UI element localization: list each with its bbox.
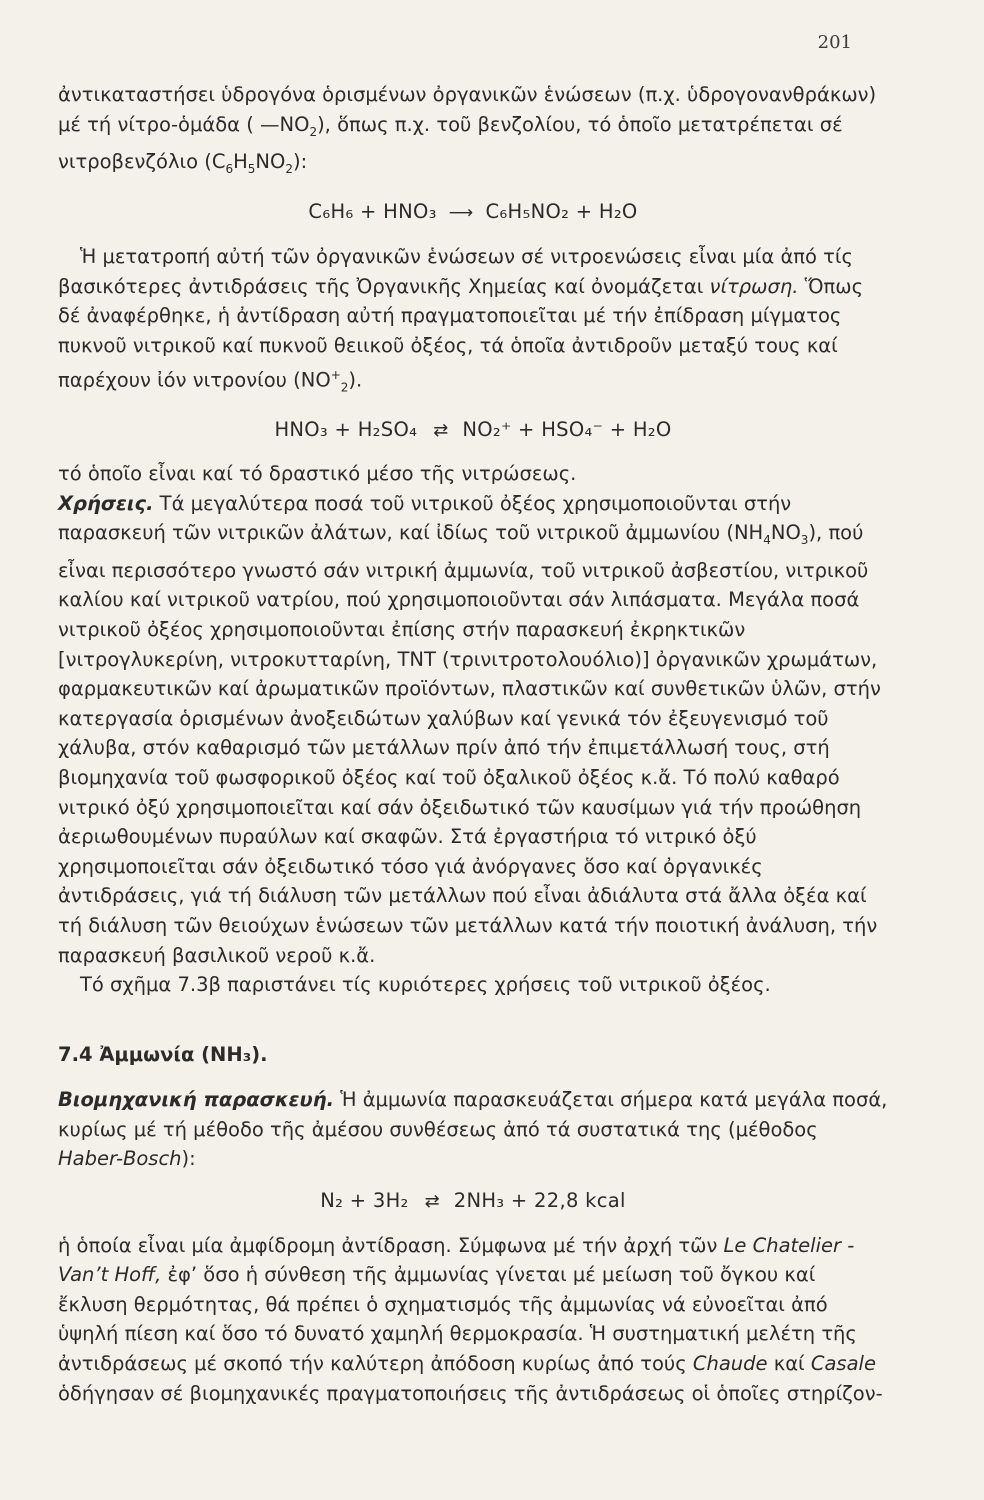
after-equation-text: τό ὁποῖο εἶναι καί τό δραστικό μέσο τῆς νιτρώσεως. bbox=[58, 462, 577, 486]
eq1-rhs: C₆H₅NO₂ + H₂O bbox=[485, 199, 638, 223]
nitration-paragraph: Ἡ μετατροπή αὐτή τῶν ὀργανικῶν ἑνώσεων σέ νιτροενώσεις εἶναι μία ἀπό τίς βασικότερες ἀντιδράσεις τῆς Ὀργανικῆς Χημείας καί ὀνομάζεται νίτρωση. Ὅπως δέ ἀναφέρθηκε, ἡ ἀντίδραση αὐτή πραγματοποιεῖται μέ τήν ἐπίδραση μίγματος πυκνοῦ νιτρικοῦ καί πυκνοῦ θειικοῦ ὀξέος, τά ὁποῖα ἀντιδροῦν μεταξύ τους καί παρέχουν ἰόν νιτρονίου $(NO^+_2)$. bbox=[58, 245, 864, 394]
uses-paragraph: Χρήσεις. Τά μεγαλύτερα ποσά τοῦ νιτρικοῦ ὀξέος χρησιμοποιοῦνται στήν παρασκευή τῶν νιτρικῶν ἀλάτων, καί ἰδίως τοῦ νιτρικοῦ ἀμμωνίου $(NH_4NO_3)$, πού εἶναι περισσότερο γνωστό σάν νιτρική ἀμμωνία, τοῦ νιτρικοῦ ἀσβεστίου, νιτρικοῦ καλίου καί νιτρικοῦ νατρίου, πού χρησιμοποιοῦνται σάν λιπάσματα. Μεγάλα ποσά νιτρικοῦ ὀξέος χρησιμοποιοῦνται ἐπίσης στήν παρασκευή ἐκρηκτικῶν [νιτρογλυκερίνη, νιτροκυτταρίνη, ΤΝΤ (τρινιτροτολουόλιο)] ὀργανικῶν χρωμάτων, φαρμακευτικῶν καί ἀρωματικῶν προϊόντων, πλαστικῶν καί συνθετικῶν ὑλῶν, στήν κατεργασία ὁρισμένων ἀνοξειδώτων χαλύβων καί γενικά τόν ἐξευγενισμό τοῦ χάλυβα, στόν καθαρισμό τῶν μετάλλων πρίν ἀπό τήν ἐπιμετάλλωσή τους, στή βιομηχανία τοῦ φωσφορικοῦ ὀξέος καί τοῦ ὀξαλικοῦ ὀξέος κ.ἄ. Τό πολύ καθαρό νιτρικό ὀξύ χρησιμοποιεῖται καί σάν ὀξειδωτικό τῶν καυσίμων γιά τήν προώθηση ἀεριωθουμένων πυραύλων καί σκαφῶν. Στά ἐργαστήρια τό νιτρικό ὀξύ χρησιμοποιεῖται σάν ὀξειδωτικό τόσο γιά ἀνόργανες ὅσο καί ὀργανικές ἀντιδράσεις, γιά τή διάλυση τῶν μετάλλων πού εἶναι ἀδιάλυτα στά ἄλλα ὀξέα καί τή διάλυση τῶν θειούχων ἑνώσεων τῶν μετάλλων κατά τήν ποιοτική ἀνάλυση, τήν παρασκευή βασιλικοῦ νεροῦ κ.ἄ. bbox=[58, 491, 881, 967]
nitration-text-b: Ὅπως δέ ἀναφέρθηκε, ἡ ἀντίδραση αὐτή πραγματοποιεῖται μέ τήν ἐπίδραση μίγματος πυκνοῦ νιτρικοῦ καί πυκνοῦ θειικοῦ ὀξέος, τά ὁποῖα ἀντιδροῦν μεταξύ τους καί παρέχουν ἰόν νιτρονίου (NO bbox=[58, 274, 864, 392]
final-text: ἡ ὁποία εἶναι μία ἀμφίδρομη ἀντίδραση. Σύμφωνα μέ τήν ἀρχή τῶν bbox=[58, 1233, 724, 1257]
final-paragraph bbox=[58, 1231, 888, 1409]
industrial-text: Ἡ ἀμμωνία παρασκευάζεται σήμερα κατά μεγάλα ποσά, κυρίως μέ τή μέθοδο τῆς ἀμέσου συνθέσεως ἀπό τά συστατικά της (μέθοδος bbox=[58, 1088, 888, 1141]
eq3-lhs: N₂ + 3H₂ bbox=[320, 1189, 409, 1213]
nitration-text: Ἡ μετατροπή αὐτή τῶν ὀργανικῶν ἑνώσεων σέ νιτροενώσεις εἶναι μία ἀπό τίς βασικότερες ἀντιδράσεις τῆς Ὀργανικῆς Χημείας καί ὀνομάζεται bbox=[58, 245, 853, 298]
intro-text-c: ): bbox=[292, 150, 308, 174]
eq2-lhs: HNO₃ + H₂SO₄ bbox=[274, 417, 418, 441]
eq3-arrow: ⇄ bbox=[424, 1191, 438, 1213]
intro-text-b: ), ὅπως π.χ. τοῦ βενζολίου, τό ὁποῖο μετατρέπεται σέ νιτροβενζόλιο (C bbox=[58, 112, 843, 174]
figure-reference: Τό σχῆμα 7.3β παριστάνει τίς κυριότερες χρήσεις τοῦ νιτρικοῦ ὀξέος. bbox=[80, 973, 771, 997]
industrial-heading: Βιομηχανική παρασκευή. bbox=[58, 1088, 334, 1112]
final-name2: Chaude bbox=[692, 1352, 768, 1376]
intro-paragraph: ἀντικαταστήσει ὑδρογόνα ὁρισμένων ὀργανικῶν ἑνώσεων (π.χ. ὑδρογονανθράκων) μέ τή νίτρο-ὁμάδα ( $—NO_2$), ὅπως π.χ. τοῦ βενζολίου, τό ὁποῖο μετατρέπεται σέ νιτροβενζόλιο $(C_6H_5NO_2)$: bbox=[58, 83, 877, 176]
final-text-b: ἐφ’ ὅσο ἡ σύνθεση τῆς ἀμμωνίας γίνεται μέ μείωση τοῦ ὄγκου καί ἔκλυση θερμότητας, θά πρέπει ὁ σχηματισμός τῆς ἀμμωνίας νά εὐνοεῖται ἀπό ὑψηλή πίεση καί ὅσο τό δυνατό χαμηλή θερμοκρασία. Ἡ συστηματική μελέτη τῆς ἀντιδράσεως μέ σκοπό τήν καλύτερη ἀπόδοση κυρίως ἀπό τούς bbox=[58, 1263, 857, 1376]
eq1-lhs: C₆H₆ + HNO₃ bbox=[308, 199, 437, 223]
equation-nitrobenzene bbox=[58, 197, 888, 229]
industrial-text-b: ): bbox=[181, 1147, 196, 1171]
method-name: Haber-Bosch bbox=[58, 1147, 182, 1171]
page-number: 201 bbox=[817, 32, 852, 53]
eq3-rhs: 2NH₃ + 22,8 kcal bbox=[453, 1189, 626, 1213]
final-name3: Casale bbox=[810, 1352, 876, 1376]
intro-text: ἀντικαταστήσει ὑδρογόνα ὁρισμένων ὀργανικῶν ἑνώσεων (π.χ. ὑδρογονανθράκων) μέ τή νίτρο-ὁμάδα ( —NO bbox=[58, 83, 877, 136]
equation-haber bbox=[58, 1186, 888, 1217]
uses-text-b: ), πού εἶναι περισσότερο γνωστό σάν νιτρική ἀμμωνία, τοῦ νιτρικοῦ ἀσβεστίου, νιτρικοῦ καλίου καί νιτρικοῦ νατρίου, πού χρησιμοποιοῦνται σάν λιπάσματα. Μεγάλα ποσά νιτρικοῦ ὀξέος χρησιμοποιοῦνται ἐπίσης στήν παρασκευή ἐκρηκτικῶν [νιτρογλυκερίνη, νιτροκυτταρίνη, ΤΝΤ (τρινιτροτολουόλιο)] ὀργανικῶν χρωμάτων, φαρμακευτικῶν καί ἀρωματικῶν προϊόντων, πλαστικῶν καί συνθετικῶν ὑλῶν, στήν κατεργασία ὁρισμένων ἀνοξειδώτων χαλύβων καί γενικά τόν ἐξευγενισμό τοῦ χάλυβα, στόν καθαρισμό τῶν μετάλλων πρίν ἀπό τήν ἐπιμετάλλωσή τους, στή βιομηχανία τοῦ φωσφορικοῦ ὀξέος καί τοῦ ὀξαλικοῦ ὀξέος κ.ἄ. Τό πολύ καθαρό νιτρικό ὀξύ χρησιμοποιεῖται καί σάν ὀξειδωτικό τῶν καυσίμων γιά τήν προώθηση ἀεριωθουμένων πυραύλων καί σκαφῶν. Στά ἐργαστήρια τό νιτρικό ὀξύ χρησιμοποιεῖται σάν ὀξειδωτικό τόσο γιά ἀνόργανες ὅσο καί ὀργανικές ἀντιδράσεις, γιά τή διάλυση τῶν μετάλλων πού εἶναι ἀδιάλυτα στά ἄλλα ὀξέα καί τή διάλυση τῶν θειούχων ἑνώσεων τῶν μετάλλων κατά τήν ποιοτική ἀνάλυση, τήν παρασκευή βασιλικοῦ νεροῦ κ.ἄ. bbox=[58, 521, 881, 967]
section-title: 7.4 Ἀμμωνία (NH₃). bbox=[58, 1042, 268, 1066]
uses-heading: Χρήσεις. bbox=[58, 491, 154, 515]
uses-text: Τά μεγαλύτερα ποσά τοῦ νιτρικοῦ ὀξέος χρησιμοποιοῦνται στήν παρασκευή τῶν νιτρικῶν ἀλάτων, καί ἰδίως τοῦ νιτρικοῦ ἀμμωνίου (NH bbox=[58, 491, 792, 545]
page-body bbox=[58, 80, 888, 1408]
eq1-arrow: ⟶ bbox=[448, 202, 474, 223]
final-name1: Le Chatelier - Van’t Hoff, bbox=[58, 1233, 855, 1287]
eq2-arrow: ⇄ bbox=[433, 419, 447, 441]
eq2-rhs: NO₂⁺ + HSO₄⁻ + H₂O bbox=[462, 417, 672, 441]
equation-nitronium bbox=[58, 415, 888, 446]
final-and: καί bbox=[767, 1352, 811, 1376]
nitration-term: νίτρωση. bbox=[709, 274, 799, 298]
final-text-c: ὁδήγησαν σέ βιομηχανικές πραγματοποιήσεις τῆς ἀντιδράσεως οἱ ὁποῖες στηρίζον- bbox=[58, 1381, 883, 1405]
industrial-paragraph bbox=[58, 1085, 888, 1174]
